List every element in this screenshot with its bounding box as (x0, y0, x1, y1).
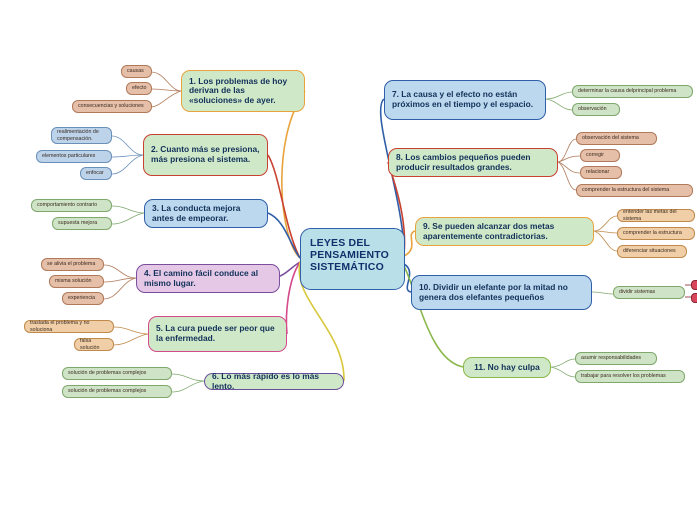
sub-node-9-1-label: entender las metas del sistema (623, 209, 677, 222)
sub-node-4-3[interactable] (62, 292, 104, 305)
center-node[interactable] (300, 228, 405, 290)
sub-node-7-2[interactable] (572, 103, 620, 116)
sub-node-3-1-label: comportamiento contrario (37, 202, 98, 209)
sub-node-3-2[interactable] (52, 217, 112, 230)
red-marker-bottom[interactable] (691, 293, 697, 303)
sub-node-6-1[interactable] (62, 367, 172, 380)
sub-node-8-3-label: relacionar (586, 169, 610, 176)
sub-node-4-3-label: experiencia (68, 295, 96, 302)
sub-node-8-4[interactable] (576, 184, 693, 197)
branch-node-1[interactable] (181, 70, 305, 112)
sub-node-8-4-label: comprender la estructura del sistema (582, 187, 670, 194)
sub-node-1-1[interactable] (121, 65, 152, 78)
branch-node-8[interactable] (388, 148, 558, 177)
sub-node-6-2[interactable] (62, 385, 172, 398)
sub-node-1-3-label: consecuencias y soluciones (78, 103, 144, 110)
sub-node-9-2[interactable] (617, 227, 695, 240)
sub-node-6-1-label: solución de problemas complejos (68, 370, 147, 377)
sub-node-11-1[interactable] (575, 352, 657, 365)
branch-node-7[interactable] (384, 80, 546, 120)
sub-node-2-3-label: enfocar (86, 170, 104, 177)
sub-node-9-3-label: diferenciar situaciones (623, 248, 676, 255)
sub-node-2-2-label: elementos particulares (42, 153, 96, 160)
sub-node-2-1-label: realimentación de compensación. (57, 129, 99, 142)
sub-node-3-2-label: supuesta mejora (58, 220, 98, 227)
sub-node-9-3[interactable] (617, 245, 687, 258)
sub-node-4-2[interactable] (49, 275, 104, 288)
sub-node-6-2-label: solución de problemas complejos (68, 388, 147, 395)
sub-node-8-1-label: observación del sistema (582, 135, 639, 142)
sub-node-7-1-label: determinar la causa delprincipal problema (578, 88, 677, 95)
sub-node-5-2-label: falsa solución (80, 338, 100, 351)
branch-node-3[interactable] (144, 199, 268, 228)
red-marker-top[interactable] (691, 280, 697, 290)
sub-node-7-2-label: observación (578, 106, 607, 113)
sub-node-5-1[interactable] (24, 320, 114, 333)
branch-node-5-label: 5. La cura puede ser peor que la enfermedad. (156, 323, 275, 343)
sub-node-5-1-label: traslada el problema y no soluciona (30, 320, 90, 333)
sub-node-9-1[interactable] (617, 209, 695, 222)
sub-node-2-3[interactable] (80, 167, 112, 180)
branch-node-5[interactable] (148, 316, 287, 352)
sub-node-10-1-label: dividir sistemas (619, 289, 656, 296)
branch-node-2-label: 2. Cuanto más se presiona, más presiona el sistema. (151, 144, 260, 164)
sub-node-8-2-label: corregir (586, 152, 604, 159)
branch-node-7-label: 7. La causa y el efecto no están próximos en el tiempo y el espacio. (392, 89, 534, 109)
sub-node-8-3[interactable] (580, 166, 622, 179)
branch-node-9[interactable] (415, 217, 594, 246)
sub-node-2-2[interactable] (36, 150, 112, 163)
sub-node-1-2-label: efecto (132, 85, 147, 92)
branch-node-8-label: 8. Los cambios pequeños pueden producir resultados grandes. (396, 151, 531, 172)
sub-node-4-1[interactable] (41, 258, 104, 271)
branch-node-11[interactable] (463, 357, 551, 378)
branch-node-3-label: 3. La conducta mejora antes de empeorar. (152, 202, 241, 223)
sub-node-2-1[interactable] (51, 127, 112, 144)
sub-node-8-1[interactable] (576, 132, 657, 145)
sub-node-11-2-label: trabajar para resolver los problemas (581, 373, 666, 380)
branch-node-2[interactable] (143, 134, 268, 176)
branch-node-4-label: 4. El camino fácil conduce al mismo lugar. (144, 267, 259, 288)
sub-node-9-2-label: comprender la estructura (623, 230, 682, 237)
sub-node-1-2[interactable] (126, 82, 152, 95)
branch-node-10[interactable] (411, 275, 592, 310)
branch-node-1-label: 1. Los problemas de hoy derivan de las «soluciones» de ayer. (189, 75, 288, 105)
sub-node-11-2[interactable] (575, 370, 685, 383)
sub-node-3-1[interactable] (31, 199, 112, 212)
center-node-label: LEYES DEL PENSAMIENTO SISTEMÁTICO (310, 237, 390, 274)
sub-node-1-1-label: causas (127, 68, 144, 75)
sub-node-7-1[interactable] (572, 85, 693, 98)
branch-node-6-label: 6. Lo más rápido es lo más lento. (212, 370, 320, 391)
sub-node-11-1-label: asumir responsabilidades (581, 355, 642, 362)
sub-node-4-2-label: misma solución (55, 278, 92, 285)
branch-node-9-label: 9. Se pueden alcanzar dos metas aparentemente contradictorias. (423, 220, 555, 241)
branch-node-11-label: 11. No hay culpa (474, 361, 540, 372)
sub-node-5-2[interactable] (74, 338, 114, 351)
sub-node-4-1-label: se alivia el problema (47, 261, 96, 268)
sub-node-8-2[interactable] (580, 149, 620, 162)
branch-node-6[interactable] (204, 370, 344, 391)
sub-node-1-3[interactable] (72, 100, 152, 113)
sub-node-10-1[interactable] (613, 286, 685, 299)
branch-node-4[interactable] (136, 264, 280, 293)
branch-node-10-label: 10. Dividir un elefante por la mitad no genera dos elefantes pequeños (419, 281, 568, 302)
